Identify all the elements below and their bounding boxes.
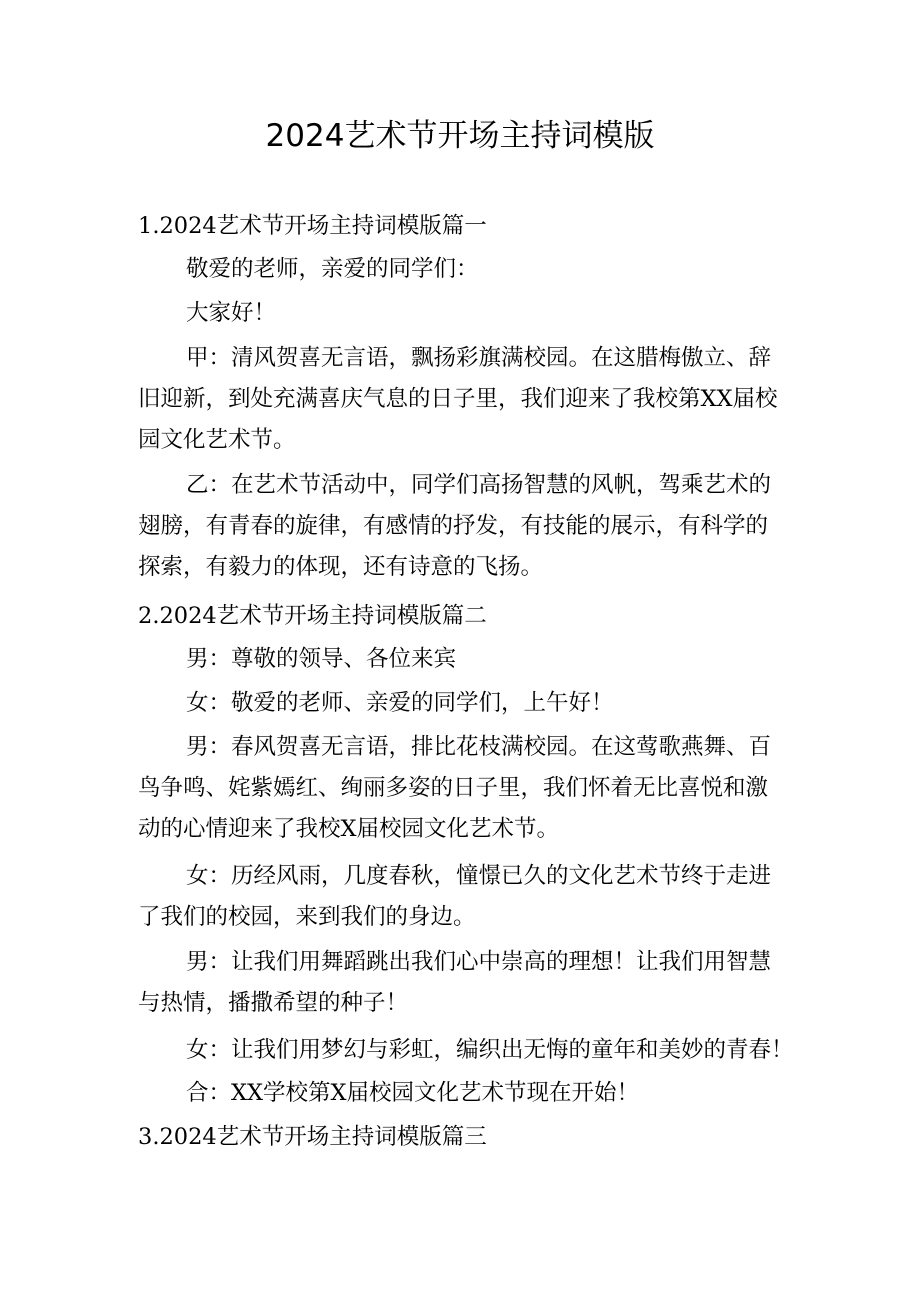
paragraph [138, 465, 788, 588]
paragraph-line: 合：XX学校第X届校园文化艺术节现在开始！ [186, 1080, 640, 1106]
paragraph-line: 与热情，播撒希望的种子！ [138, 990, 409, 1016]
paragraph [138, 338, 788, 461]
section-heading: 2.2024艺术节开场主持词模版篇二 [138, 603, 487, 629]
paragraph [138, 1073, 788, 1114]
paragraph [138, 942, 788, 1024]
section-heading: 3.2024艺术节开场主持词模版篇三 [138, 1124, 487, 1150]
paragraph [138, 856, 788, 938]
paragraph-line: 甲：清风贺喜无言语，飘扬彩旗满校园。在这腊梅傲立、辞 [186, 345, 772, 371]
paragraph [138, 727, 788, 850]
section-heading-2 [138, 596, 788, 637]
paragraph-line: 鸟争鸣、姹紫嫣红、绚丽多姿的日子里，我们怀着无比喜悦和激 [138, 775, 769, 801]
paragraph-line: 翅膀，有青春的旋律，有感情的抒发，有技能的展示，有科学的 [138, 513, 769, 539]
paragraph-line: 女：历经风雨，几度春秋，憧憬已久的文化艺术节终于走进 [186, 863, 772, 889]
paragraph-line: 男：春风贺喜无言语，排比花枝满校园。在这莺歌燕舞、百 [186, 734, 772, 760]
paragraph-line: 园文化艺术节。 [138, 427, 296, 453]
page-title: 2024艺术节开场主持词模版 [265, 118, 655, 154]
paragraph-line: 旧迎新，到处充满喜庆气息的日子里，我们迎来了我校第XX届校 [138, 386, 778, 412]
paragraph-line: 男：让我们用舞蹈跳出我们心中崇高的理想！让我们用智慧 [186, 949, 772, 975]
paragraph-line: 大家好！ [186, 300, 277, 326]
paragraph-line: 敬爱的老师，亲爱的同学们： [186, 256, 479, 282]
section-heading: 1.2024艺术节开场主持词模版篇一 [138, 213, 487, 239]
paragraph-line: 动的心情迎来了我校X届校园文化艺术节。 [138, 816, 560, 842]
paragraph [138, 293, 788, 334]
paragraph [138, 683, 788, 724]
paragraph [138, 1030, 794, 1071]
paragraph-line: 探索，有毅力的体现，还有诗意的飞扬。 [138, 554, 544, 580]
paragraph-line: 女：让我们用梦幻与彩虹，编织出无悔的童年和美妙的青春！ [186, 1037, 794, 1063]
section-heading-3 [138, 1117, 788, 1158]
section-heading-1 [138, 206, 788, 247]
paragraph-line: 男：尊敬的领导、各位来宾 [186, 646, 457, 672]
paragraph-line: 乙：在艺术节活动中，同学们高扬智慧的风帆，驾乘艺术的 [186, 472, 772, 498]
paragraph [138, 639, 788, 680]
paragraph [138, 249, 788, 290]
paragraph-line: 女：敬爱的老师、亲爱的同学们，上午好！ [186, 690, 614, 716]
paragraph-line: 了我们的校园，来到我们的身边。 [138, 904, 476, 930]
